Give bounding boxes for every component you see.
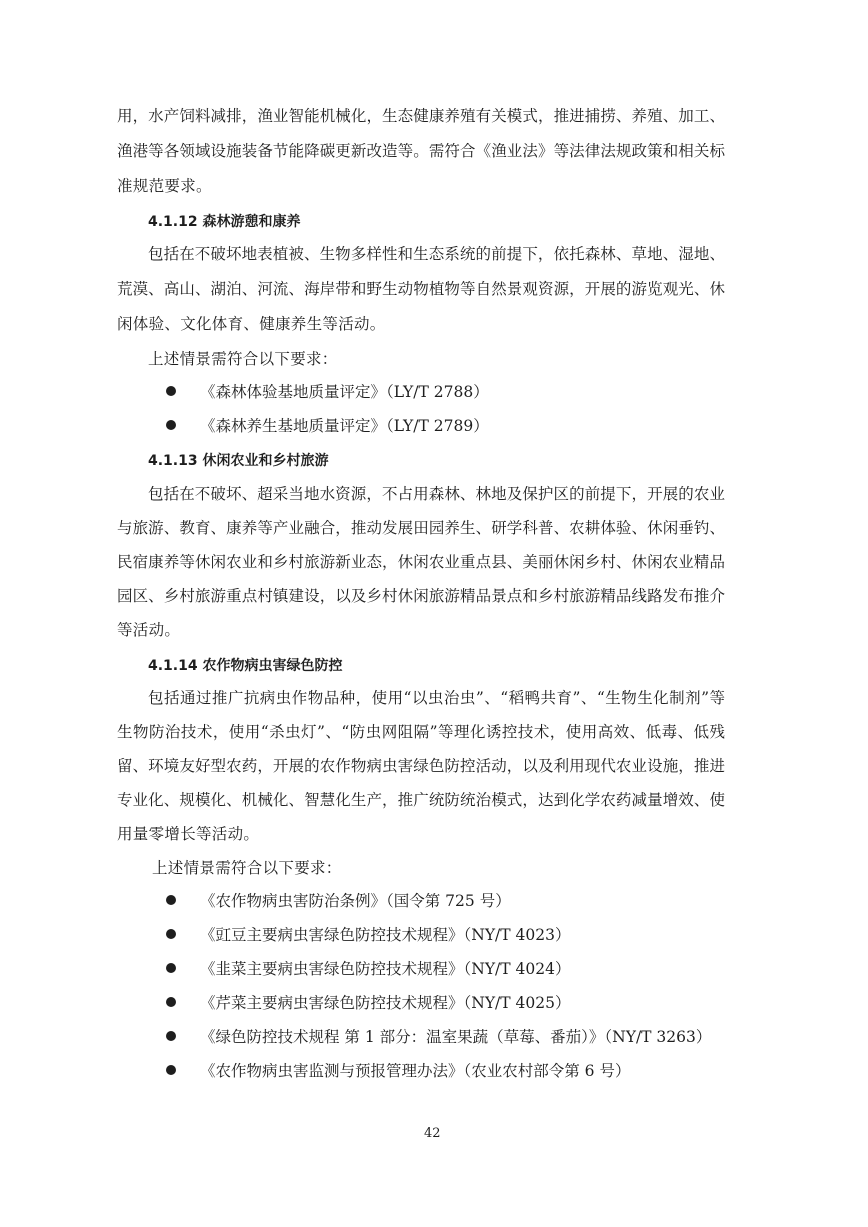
- list-item-text: 《豇豆主要病虫害绿色防控技术规程》（NY/T 4023）: [200, 926, 571, 944]
- paragraph-line: 渔港等各领域设施装备节能降碳更新改造等。需符合《渔业法》等法律法规政策和相关标: [117, 142, 725, 160]
- section-heading-4-1-13: 4.1.13 休闲农业和乡村旅游: [148, 453, 329, 469]
- list-item-text: 《绿色防控技术规程 第 1 部分：温室果蔬（草莓、番茄）》（NY/T 3263）: [200, 1028, 712, 1046]
- paragraph-line: 包括在不破坏、超采当地水资源，不占用森林、林地及保护区的前提下，开展的农业: [148, 485, 725, 503]
- list-item: [0, 1059, 868, 1083]
- list-item-text: 《芹菜主要病虫害绿色防控技术规程》（NY/T 4025）: [200, 994, 571, 1012]
- paragraph-line: 准规范要求。: [117, 177, 212, 195]
- paragraph-line: 闲体验、文化体育、健康养生等活动。: [117, 315, 386, 333]
- paragraph-line: 用量零增长等活动。: [117, 825, 260, 843]
- paragraph-line: 荒漠、高山、湖泊、河流、海岸带和野生动物植物等自然景观资源，开展的游览观光、休: [117, 280, 725, 298]
- bullet-icon: [166, 895, 176, 905]
- paragraph-line: 留、环境友好型农药，开展的农作物病虫害绿色防控活动，以及利用现代农业设施，推进: [117, 757, 725, 775]
- paragraph-line: 专业化、规模化、机械化、智慧化生产，推广统防统治模式，达到化学农药减量增效、使: [117, 791, 725, 809]
- requirement-intro: 上述情景需符合以下要求：: [148, 350, 338, 368]
- list-item-text: 《韭菜主要病虫害绿色防控技术规程》（NY/T 4024）: [200, 960, 571, 978]
- paragraph-line: 与旅游、教育、康养等产业融合，推动发展田园养生、研学科普、农耕体验、休闲垂钓、: [117, 519, 725, 537]
- paragraph-line: 园区、乡村旅游重点村镇建设，以及乡村休闲旅游精品景点和乡村旅游精品线路发布推介: [117, 587, 725, 605]
- paragraph-line: 生物防治技术，使用“杀虫灯”、“防虫网阻隔”等理化诱控技术，使用高效、低毒、低残: [117, 723, 725, 741]
- bullet-icon: [166, 997, 176, 1007]
- requirement-intro: 上述情景需符合以下要求：: [152, 859, 342, 877]
- paragraph-line: 用，水产饲料减排，渔业智能机械化，生态健康养殖有关模式，推进捕捞、养殖、加工、: [117, 107, 725, 125]
- list-item: [0, 991, 868, 1015]
- paragraph-line: 等活动。: [117, 621, 181, 639]
- bullet-icon: [166, 1065, 176, 1075]
- section-heading-4-1-14: 4.1.14 农作物病虫害绿色防控: [148, 658, 343, 674]
- bullet-icon: [166, 963, 176, 973]
- paragraph-line: 民宿康养等休闲农业和乡村旅游新业态，休闲农业重点县、美丽休闲乡村、休闲农业精品: [117, 553, 725, 571]
- bullet-icon: [166, 386, 176, 396]
- paragraph-line: 包括通过推广抗病虫作物品种，使用“以虫治虫”、“稻鸭共育”、“生物生化制剂”等: [148, 689, 725, 707]
- list-item: [0, 889, 868, 913]
- list-item: [0, 1025, 868, 1049]
- page-number: 42: [424, 1126, 441, 1141]
- section-heading-4-1-12: 4.1.12 森林游憩和康养: [148, 214, 301, 230]
- list-item-text: 《森林体验基地质量评定》（LY/T 2788）: [200, 383, 489, 401]
- list-item: [0, 957, 868, 981]
- bullet-icon: [166, 420, 176, 430]
- bullet-icon: [166, 929, 176, 939]
- bullet-icon: [166, 1031, 176, 1041]
- list-item: [0, 380, 868, 404]
- list-item-text: 《农作物病虫害防治条例》（国令第 725 号）: [200, 892, 511, 910]
- list-item: [0, 923, 868, 947]
- list-item-text: 《农作物病虫害监测与预报管理办法》（农业农村部令第 6 号）: [200, 1062, 631, 1080]
- paragraph-line: 包括在不破坏地表植被、生物多样性和生态系统的前提下，依托森林、草地、湿地、: [148, 245, 725, 263]
- list-item-text: 《森林养生基地质量评定》（LY/T 2789）: [200, 417, 489, 435]
- list-item: [0, 414, 868, 438]
